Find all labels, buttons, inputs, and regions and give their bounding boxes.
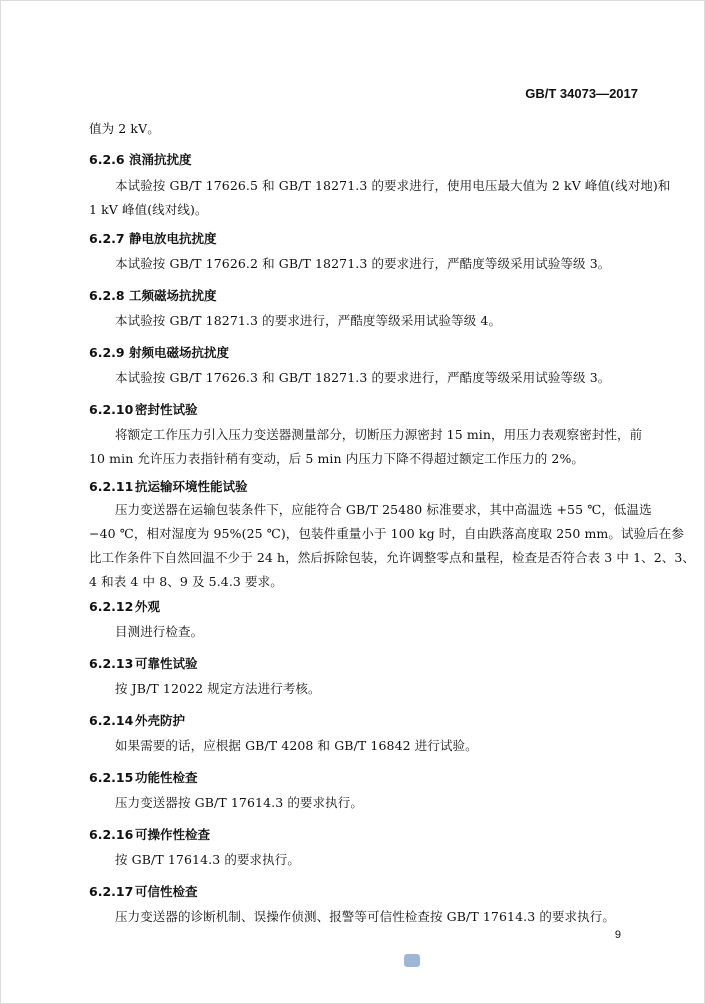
paragraph-line: 本试验按 GB/T 17626.5 和 GB/T 18271.3 的要求进行，使用电压最大值为 2 kV 峰值(线对地)和 xyxy=(115,178,671,193)
paragraph-line: 如果需要的话，应根据 GB/T 4208 和 GB/T 16842 进行试验。 xyxy=(115,738,478,753)
intro-line: 值为 2 kV。 xyxy=(89,121,160,136)
section-number: 6.2.15 xyxy=(89,770,134,785)
section-heading xyxy=(89,150,192,168)
paragraph-line: 10 min 允许压力表指针稍有变动，后 5 min 内压力下降不得超过额定工作压力的 2%。 xyxy=(89,451,585,466)
section-title: 密封性试验 xyxy=(135,402,198,417)
paragraph-line: 本试验按 GB/T 17626.3 和 GB/T 18271.3 的要求进行，严酷度等级采用试验等级 3。 xyxy=(115,370,611,385)
section-heading xyxy=(89,229,217,247)
section-paragraph xyxy=(89,252,619,276)
section-heading xyxy=(89,400,198,418)
paragraph-line: 1 kV 峰值(线对线)。 xyxy=(89,202,208,217)
section-heading xyxy=(89,654,198,672)
paragraph-line: 按 GB/T 17614.3 的要求执行。 xyxy=(115,852,300,867)
section-number: 6.2.14 xyxy=(89,713,134,728)
section-number: 6.2.11 xyxy=(89,479,134,494)
section-heading xyxy=(89,882,198,900)
section-number: 6.2.17 xyxy=(89,884,134,899)
section-paragraph xyxy=(89,848,619,872)
section-title: 功能性检查 xyxy=(135,770,198,785)
section-paragraph xyxy=(89,309,619,333)
paragraph-line: −40 ℃，相对湿度为 95%(25 ℃)，包装件重量小于 100 kg 时，自由跌落高度取 250 mm。试验后在参 xyxy=(89,526,684,541)
section-heading xyxy=(89,825,210,843)
page-number: 9 xyxy=(614,929,621,941)
section-number: 6.2.12 xyxy=(89,599,134,614)
section-title: 可信性检查 xyxy=(135,884,198,899)
section-number: 6.2.10 xyxy=(89,402,134,417)
section-heading xyxy=(89,286,217,304)
section-paragraph xyxy=(89,174,671,222)
intro-paragraph xyxy=(89,117,619,141)
section-paragraph xyxy=(89,677,619,701)
section-heading xyxy=(89,477,248,495)
section-heading xyxy=(89,711,185,729)
section-title: 外观 xyxy=(135,599,161,614)
paragraph-line: 本试验按 GB/T 17626.2 和 GB/T 18271.3 的要求进行，严酷度等级采用试验等级 3。 xyxy=(115,256,611,271)
paragraph-line: 压力变送器在运输包装条件下，应能符合 GB/T 25480 标准要求，其中高温选 +55 ℃，低温选 xyxy=(115,502,652,517)
paragraph-line: 压力变送器的诊断机制、误操作侦测、报警等可信性检查按 GB/T 17614.3 的要求执行。 xyxy=(115,909,615,924)
section-title: 可靠性试验 xyxy=(135,656,198,671)
section-heading xyxy=(89,597,160,615)
paragraph-line: 4 和表 4 中 8、9 及 5.4.3 要求。 xyxy=(89,574,283,589)
section-number: 6.2.13 xyxy=(89,656,134,671)
section-title: 静电放电抗扰度 xyxy=(129,231,217,246)
section-title: 可操作性检查 xyxy=(135,827,211,842)
section-number: 6.2.16 xyxy=(89,827,134,842)
section-paragraph xyxy=(89,791,619,815)
section-number: 6.2.9 xyxy=(89,345,125,360)
section-paragraph xyxy=(89,423,643,471)
section-heading xyxy=(89,343,229,361)
section-title: 射频电磁场抗扰度 xyxy=(129,345,230,360)
section-number: 6.2.7 xyxy=(89,231,125,246)
paragraph-line: 本试验按 GB/T 18271.3 的要求进行，严酷度等级采用试验等级 4。 xyxy=(115,313,502,328)
section-paragraph xyxy=(89,620,619,644)
section-heading xyxy=(89,768,198,786)
section-paragraph xyxy=(89,905,619,929)
watermark-stamp-icon xyxy=(404,954,420,967)
paragraph-line: 按 JB/T 12022 规定方法进行考核。 xyxy=(115,681,321,696)
section-paragraph xyxy=(89,498,696,594)
section-number: 6.2.8 xyxy=(89,288,125,303)
paragraph-line: 压力变送器按 GB/T 17614.3 的要求执行。 xyxy=(115,795,363,810)
section-paragraph xyxy=(89,734,619,758)
section-title: 抗运输环境性能试验 xyxy=(135,479,248,494)
section-title: 浪涌抗扰度 xyxy=(129,152,192,167)
section-number: 6.2.6 xyxy=(89,152,125,167)
section-paragraph xyxy=(89,366,619,390)
section-title: 工频磁场抗扰度 xyxy=(129,288,217,303)
paragraph-line: 将额定工作压力引入压力变送器测量部分，切断压力源密封 15 min，用压力表观察密封性，前 xyxy=(115,427,643,442)
section-title: 外壳防护 xyxy=(135,713,186,728)
paragraph-line: 比工作条件下自然回温不少于 24 h，然后拆除包装，允许调整零点和量程，检查是否符合表 3 中 1、2、3、 xyxy=(89,550,696,565)
standard-number: GB/T 34073—2017 xyxy=(525,86,638,101)
paragraph-line: 目测进行检查。 xyxy=(115,624,204,639)
